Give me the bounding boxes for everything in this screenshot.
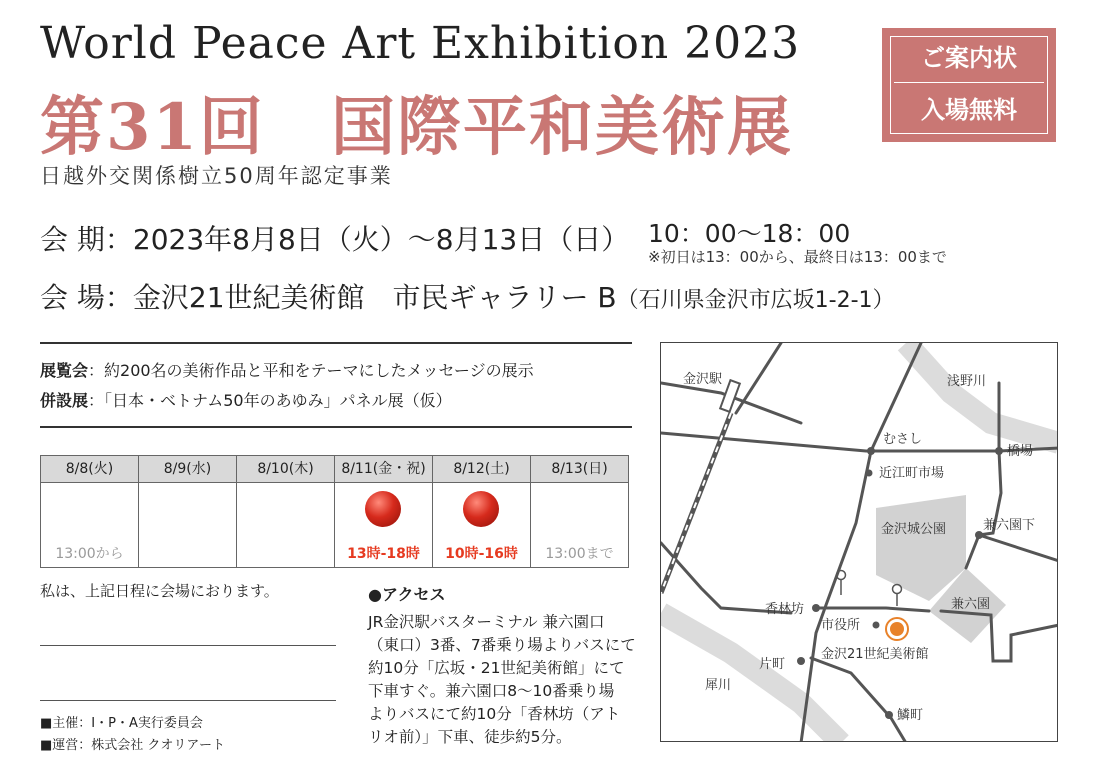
schedule-table	[40, 455, 629, 568]
description-exhibition-text: ：約200名の美術作品と平和をテーマにしたメッセージの展示	[88, 361, 534, 380]
attendance-dot-icon	[365, 491, 401, 527]
schedule-date: 8/11(金・祝)	[335, 456, 433, 483]
description-side-exhibit-label: 併設展	[40, 391, 89, 410]
schedule-note: 13:00まで	[545, 546, 614, 562]
access-map	[660, 342, 1058, 742]
schedule-cell	[139, 483, 237, 568]
schedule-date: 8/13(日)	[531, 456, 629, 483]
period-time: 10：00～18：00	[648, 219, 851, 248]
schedule-note: 10時-16時	[445, 546, 518, 562]
map-label-castle-park: 金沢城公園	[881, 522, 947, 537]
map-label-asano-river: 浅野川	[947, 374, 987, 389]
access-line: 約10分「広坂・21世紀美術館」にて	[368, 659, 625, 677]
schedule-cell	[531, 483, 629, 568]
description-side-exhibit-text: ：「日本・ベトナム50年のあゆみ」パネル展（仮）	[88, 391, 452, 410]
schedule-cell	[335, 483, 433, 568]
map-label-kenrokuen-shita: 兼六園下	[983, 518, 1036, 533]
map-label-katamachi: 片町	[759, 657, 786, 672]
signature-line	[40, 700, 336, 701]
organizer: ■主催：I・P・A実行委員会	[40, 716, 203, 731]
subtitle: 日越外交関係樹立50周年認定事業	[40, 164, 393, 188]
schedule-date: 8/12(土)	[433, 456, 531, 483]
attendance-statement: 私は、上記日程に会場におります。	[40, 582, 279, 600]
venue-address: （石川県金沢市広坂1-2-1）	[616, 288, 895, 313]
map-label-city-hall: 市役所	[821, 618, 861, 633]
description-side-exhibit	[40, 388, 452, 411]
venue-row	[40, 276, 895, 316]
operator: ■運営：株式会社 クオリアート	[40, 738, 226, 753]
schedule-note: 13:00から	[55, 546, 124, 562]
map-label-ohmicho-market: 近江町市場	[879, 466, 945, 481]
station-marker	[720, 380, 740, 412]
schedule-cell	[41, 483, 139, 568]
divider-bottom	[40, 426, 632, 428]
map-label-musashi: むさし	[883, 432, 923, 447]
schedule-date: 8/9(水)	[139, 456, 237, 483]
schedule-header-row	[41, 456, 629, 483]
invitation-badge	[882, 28, 1056, 142]
signature-line	[40, 645, 336, 646]
title-japanese: 第31回 国際平和美術展	[40, 90, 794, 165]
map-label-station: 金沢駅	[683, 372, 723, 387]
schedule-note: 13時-18時	[347, 546, 420, 562]
access-heading: ●アクセス	[368, 585, 446, 604]
venue-name: 金沢21世紀美術館 市民ギャラリー B	[132, 281, 617, 314]
access-line: リオ前）」下車、徒歩約5分。	[368, 728, 572, 746]
access-line: （東口）3番、7番乗り場よりバスにて	[368, 636, 636, 654]
map-graphic	[661, 343, 1058, 742]
map-label-sai-river: 犀川	[705, 678, 732, 693]
title-english: World Peace Art Exhibition 2023	[40, 18, 801, 69]
access-line: よりバスにて約10分「香林坊（アト	[368, 705, 621, 723]
schedule-cell	[237, 483, 335, 568]
schedule-body-row	[41, 483, 629, 568]
map-label-kenrokuen: 兼六園	[951, 597, 991, 612]
period-dates: 2023年8月8日（火）～8月13日（日）	[132, 223, 630, 256]
badge-invitation-text: ご案内状	[921, 44, 1017, 72]
schedule-date: 8/8(火)	[41, 456, 139, 483]
map-label-hashiba: 橋場	[1007, 444, 1034, 459]
attendance-dot-icon	[463, 491, 499, 527]
access-line: 下車すぐ。兼六園口8～10番乗り場	[368, 682, 615, 700]
map-label-saiwai: 鱗町	[897, 708, 924, 723]
description-exhibition-label: 展覧会	[40, 361, 89, 380]
period-label: 会 期：	[40, 223, 133, 256]
schedule-date: 8/10(木)	[237, 456, 335, 483]
divider-top	[40, 342, 632, 344]
description-exhibition	[40, 358, 534, 381]
period-row	[40, 218, 629, 258]
venue-label: 会 場：	[40, 281, 133, 314]
badge-free-admission-text: 入場無料	[921, 96, 1017, 124]
period-note: ※初日は13：00から、最終日は13：00まで	[648, 248, 947, 266]
museum-marker-core	[890, 622, 904, 636]
map-label-museum: 金沢21世紀美術館	[821, 647, 929, 662]
access-line: JR金沢駅バスターミナル 兼六園口	[368, 613, 605, 631]
schedule-cell	[433, 483, 531, 568]
river-sai	[661, 613, 841, 742]
river-asano	[906, 343, 1058, 443]
badge-divider	[894, 82, 1044, 83]
map-label-korinbo: 香林坊	[765, 602, 805, 617]
